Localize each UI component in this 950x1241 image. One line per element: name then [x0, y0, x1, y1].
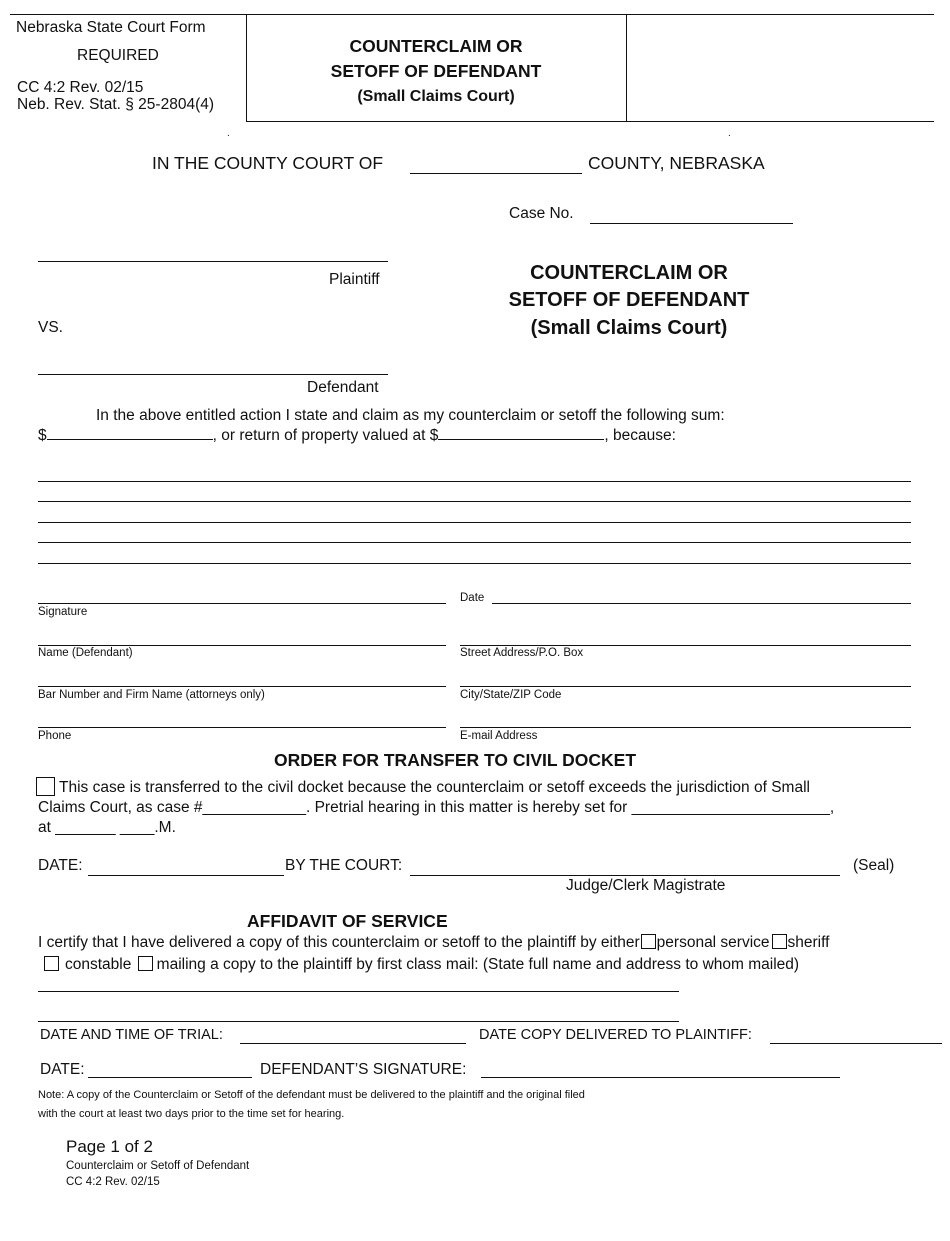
email-label: E-mail Address [460, 730, 538, 742]
order-text-line1: This case is transferred to the civil docket because the counterclaim or setoff exceeds the jurisdiction of Small [59, 779, 810, 796]
city-state-zip-field[interactable] [460, 686, 911, 687]
reason-line-2[interactable] [38, 501, 911, 502]
trial-date-field[interactable] [240, 1043, 466, 1044]
plaintiff-name-field[interactable] [38, 261, 388, 262]
court-suffix: COUNTY, NEBRASKA [588, 153, 765, 173]
order-text-line2: Claims Court, as case #____________. Pretrial hearing in this matter is hereby set for _______________________, [38, 799, 835, 816]
constable-label: constable [65, 956, 132, 973]
caption-title-line1: COUNTERCLAIM OR [530, 262, 728, 284]
claim-amount-field[interactable] [47, 438, 213, 440]
plaintiff-label: Plaintiff [329, 271, 380, 288]
header-title-line2: SETOFF OF DEFENDANT [330, 61, 542, 81]
order-text-line3: at _______ ____.M. [38, 819, 176, 836]
delivered-date-label: DATE COPY DELIVERED TO PLAINTIFF: [479, 1027, 752, 1043]
header-title-line1: COUNTERCLAIM OR [349, 36, 523, 56]
constable-checkbox[interactable] [44, 956, 59, 971]
seal-label: (Seal) [853, 857, 895, 874]
reason-line-4[interactable] [38, 542, 911, 543]
reason-line-3[interactable] [38, 522, 911, 523]
affidavit-heading: AFFIDAVIT OF SERVICE [247, 911, 448, 931]
dot-mark-left: . [227, 128, 230, 139]
trial-date-label: DATE AND TIME OF TRIAL: [40, 1027, 223, 1043]
certify-line [38, 934, 829, 952]
order-date-field[interactable] [88, 875, 284, 876]
affidavit-date-field[interactable] [88, 1077, 252, 1078]
required-label: REQUIRED [77, 47, 159, 64]
by-the-court-label: BY THE COURT: [285, 857, 403, 874]
vs-label: VS. [38, 319, 63, 336]
reason-line-1[interactable] [38, 481, 911, 482]
mailing-address-line-2[interactable] [38, 1021, 679, 1022]
transfer-checkbox[interactable] [36, 777, 55, 796]
email-field[interactable] [460, 727, 911, 728]
claim-amount-line [38, 427, 676, 445]
court-signature-field[interactable] [410, 875, 840, 876]
dot-mark-right: . [728, 128, 731, 139]
order-heading: ORDER FOR TRANSFER TO CIVIL DOCKET [274, 750, 637, 770]
form-source: Nebraska State Court Form [16, 19, 206, 36]
affidavit-date-label: DATE: [40, 1061, 85, 1078]
note-line1: Note: A copy of the Counterclaim or Setoff of the defendant must be delivered to the plaintiff and the original filed [38, 1089, 585, 1101]
footer-form-code: CC 4:2 Rev. 02/15 [66, 1176, 160, 1188]
caption-title-line3: (Small Claims Court) [530, 317, 728, 339]
reason-line-5[interactable] [38, 563, 911, 564]
method-line [44, 956, 799, 974]
date-label: Date [460, 592, 485, 604]
caption-title-line2: SETOFF OF DEFENDANT [508, 289, 750, 311]
return-property-text: , or return of property valued at $ [212, 427, 439, 444]
form-code: CC 4:2 Rev. 02/15 [17, 79, 144, 96]
street-address-field[interactable] [460, 645, 911, 646]
signature-field[interactable] [38, 603, 446, 604]
mailing-checkbox[interactable] [138, 956, 153, 971]
court-prefix: IN THE COUNTY COURT OF [152, 153, 384, 173]
city-state-zip-label: City/State/ZIP Code [460, 689, 562, 701]
signature-label: Signature [38, 606, 88, 618]
date-field[interactable] [492, 603, 911, 604]
defendant-signature-label: DEFENDANT’S SIGNATURE: [260, 1061, 467, 1078]
case-no-label: Case No. [509, 205, 574, 222]
county-name-field[interactable] [410, 173, 582, 174]
personal-service-checkbox[interactable] [641, 934, 656, 949]
defendant-label: Defendant [307, 379, 379, 396]
name-label: Name (Defendant) [38, 647, 133, 659]
street-address-label: Street Address/P.O. Box [460, 647, 584, 659]
header-title-line3: (Small Claims Court) [357, 88, 515, 105]
order-date-label: DATE: [38, 857, 83, 874]
judge-label: Judge/Clerk Magistrate [566, 877, 726, 894]
defendant-signature-field[interactable] [481, 1077, 840, 1078]
delivered-date-field[interactable] [770, 1043, 942, 1044]
page-number: Page 1 of 2 [66, 1137, 153, 1156]
dollar-sign: $ [38, 427, 47, 444]
footer-form-name: Counterclaim or Setoff of Defendant [66, 1160, 250, 1172]
phone-label: Phone [38, 730, 72, 742]
sheriff-label: sheriff [787, 934, 830, 951]
personal-service-label: personal service [656, 934, 770, 951]
statute-reference: Neb. Rev. Stat. § 25-2804(4) [17, 96, 215, 113]
phone-field[interactable] [38, 727, 446, 728]
certify-text: I certify that I have delivered a copy of this counterclaim or setoff to the plaintiff by either [38, 934, 640, 951]
claim-statement: In the above entitled action I state and claim as my counterclaim or setoff the following sum: [96, 407, 725, 424]
mailing-label: mailing a copy to the plaintiff by first class mail: (State full name and address to whom mailed) [156, 956, 800, 973]
note-line2: with the court at least two days prior to the time set for hearing. [38, 1108, 345, 1120]
defendant-name-field[interactable] [38, 374, 388, 375]
name-field[interactable] [38, 645, 446, 646]
because-text: , because: [604, 427, 676, 444]
bar-number-label: Bar Number and Firm Name (attorneys only) [38, 689, 265, 701]
case-no-field[interactable] [590, 223, 793, 224]
sheriff-checkbox[interactable] [772, 934, 787, 949]
property-value-field[interactable] [438, 438, 604, 440]
mailing-address-line-1[interactable] [38, 991, 679, 992]
bar-number-field[interactable] [38, 686, 446, 687]
